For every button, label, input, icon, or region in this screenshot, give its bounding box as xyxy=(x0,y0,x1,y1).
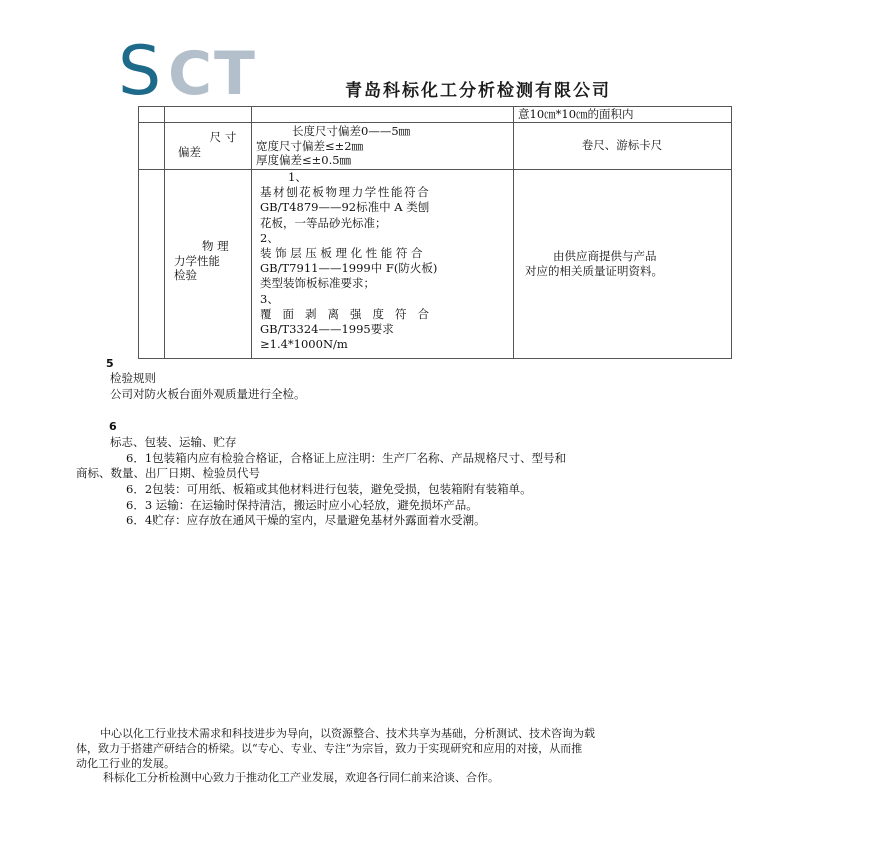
footer-line: 科标化工分析检测中心致力于推动化工产业发展，欢迎各行同仁前来洽谈、合作。 xyxy=(103,771,499,784)
section6-item1: 6．1包装箱内应有检验合格证，合格证上应注明：生产厂名称、产品规格尺寸、型号和 xyxy=(126,451,567,465)
company-logo xyxy=(118,38,310,100)
req-line: 装饰层压板理化性能符合 xyxy=(260,246,427,261)
req-line: 宽度尺寸偏差≤±2㎜ xyxy=(256,138,364,153)
size-label-line1: 尺 寸 xyxy=(209,130,237,144)
req-line: 覆面剥离强度符合 xyxy=(260,306,440,321)
physical-method-line2: 对应的相关质量证明资料。 xyxy=(525,263,663,278)
req-line: GB/T4879——92标准中 A 类刨 xyxy=(260,200,430,215)
section6-item4: 6．4贮存：应存放在通风干燥的室内，尽量避免基材外露面着水受潮。 xyxy=(126,513,486,527)
req-line: 基材刨花板物理力学性能符合 xyxy=(260,185,431,200)
spec-table xyxy=(138,106,732,359)
footer-line: 体，致力于搭建产研结合的桥梁。以“专心、专业、专注“为宗旨，致力于实现研究和应用的对接，从而推 xyxy=(76,742,583,755)
size-label-line2: 偏差 xyxy=(178,144,201,159)
req-line: 长度尺寸偏差0——5㎜ xyxy=(292,124,411,138)
svg-text:S: S xyxy=(118,38,162,100)
req-line: 类型装饰板标准要求； xyxy=(260,276,375,291)
physical-label xyxy=(174,239,250,283)
footer-line: 中心以化工行业技术需求和科技进步为导向，以资源整合、技术共享为基础，分析测试、技术咨询为载 xyxy=(100,727,595,740)
top-fragment: 意10㎝*10㎝的面积内 xyxy=(518,107,634,121)
physical-label-line3: 检验 xyxy=(174,268,197,282)
req-line: 3、 xyxy=(260,291,279,306)
section6-item2: 6．2包装：可用纸、板箱或其他材料进行包装，避免受损，包装箱附有装箱单。 xyxy=(126,482,532,496)
section6-number: 6 xyxy=(109,420,117,433)
size-method: 卷尺、游标卡尺 xyxy=(581,138,663,152)
company-name: 青岛科标化工分析检测有限公司 xyxy=(345,81,611,101)
physical-label-line1: 物 理 xyxy=(202,239,229,253)
section6-item3: 6．3 运输：在运输时保持清洁，搬运时应小心轻放，避免损坏产品。 xyxy=(126,498,478,512)
physical-requirements xyxy=(260,170,506,352)
size-label xyxy=(178,130,246,159)
section6-title: 标志、包装、运输、贮存 xyxy=(110,435,237,449)
physical-label-line2: 力学性能 xyxy=(174,253,220,268)
req-line: 厚度偏差≤±0.5㎜ xyxy=(256,153,352,167)
footer-line: 动化工行业的发展。 xyxy=(76,757,175,770)
size-requirements xyxy=(256,124,410,168)
physical-method xyxy=(513,249,731,278)
physical-method-line1: 由供应商提供与产品 xyxy=(553,249,657,263)
req-line: 1、 xyxy=(288,170,307,184)
req-line: GB/T7911——1999中 F(防火板) xyxy=(260,261,438,276)
req-line: ≥1.4*1000N/m xyxy=(260,337,348,352)
section5-number: 5 xyxy=(106,357,114,370)
section6-item1-cont: 商标、数量、出厂日期、检验员代号 xyxy=(76,466,260,480)
req-line: GB/T3324——1995要求 xyxy=(260,322,394,337)
section5-body: 公司对防火板台面外观质量进行全检。 xyxy=(110,387,306,401)
svg-text:CT: CT xyxy=(168,39,257,100)
section5-title: 检验规则 xyxy=(110,371,156,385)
req-line: 花板，一等品砂光标准； xyxy=(260,215,387,230)
req-line: 2、 xyxy=(260,230,279,245)
